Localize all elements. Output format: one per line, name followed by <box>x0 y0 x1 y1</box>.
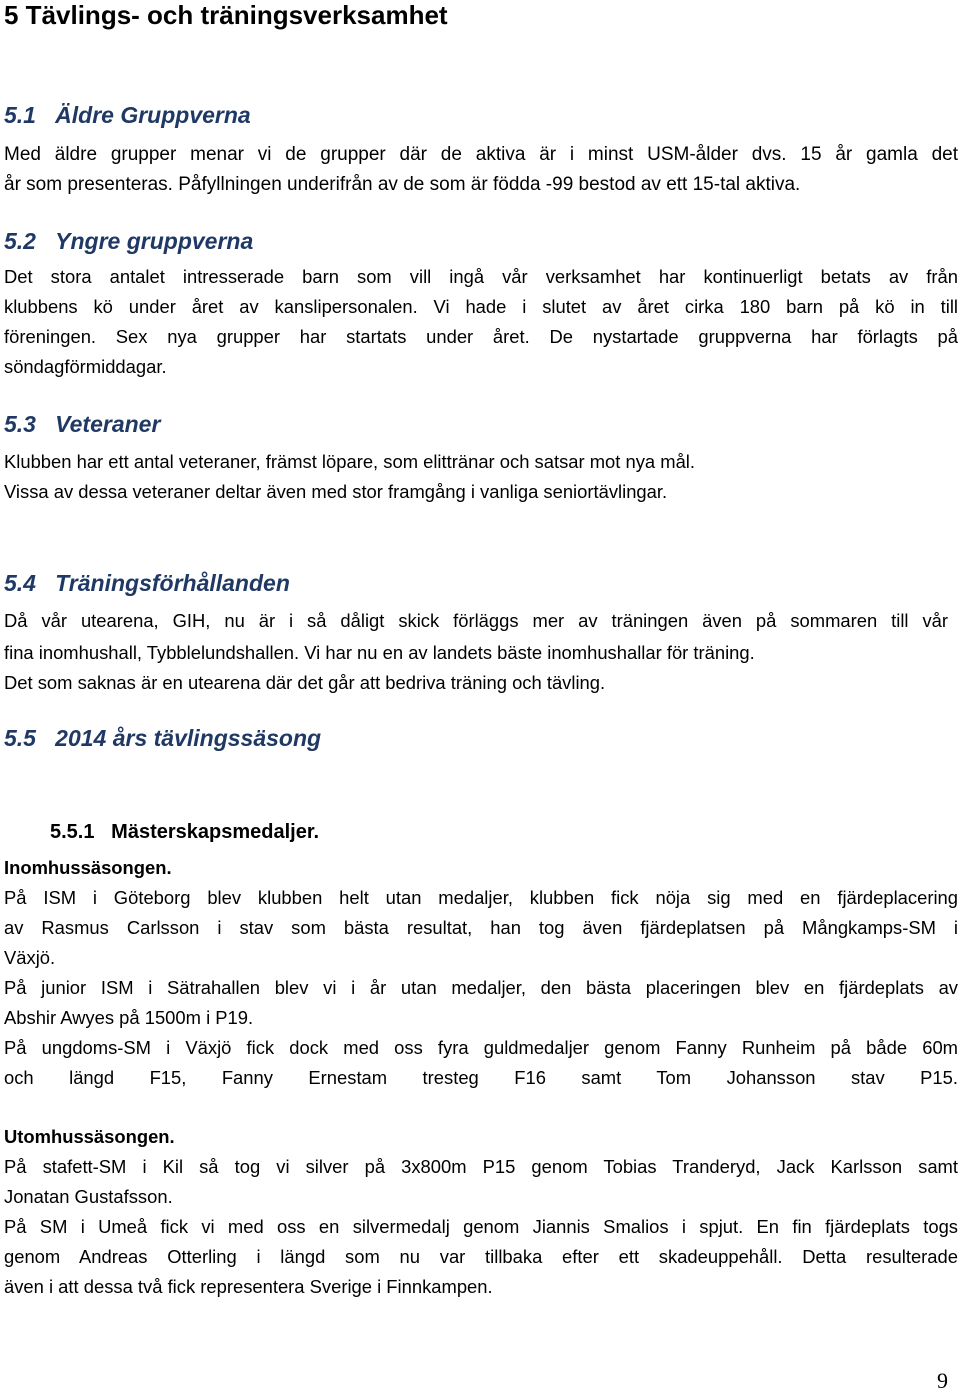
paragraph-line: Klubben har ett antal veteraner, främst löpare, som elittränar och satsar mot nya mål. <box>4 451 696 472</box>
paragraph-line: På stafett-SM i Kil så tog vi silver på 3x800m P15 genom Tobias Tranderyd, Jack Karlsson samt <box>4 1156 958 1177</box>
paragraph-line: På ungdoms-SM i Växjö fick dock med oss fyra guldmedaljer genom Fanny Runheim på både 60m <box>4 1037 958 1058</box>
section-title: Veteraner <box>55 411 161 437</box>
paragraph-line: På junior ISM i Sätrahallen blev vi i år utan medaljer, den bästa placeringen blev en fjärdeplats av <box>4 977 958 998</box>
paragraph-line: genom Andreas Otterling i längd som nu var tillbaka efter ett skadeuppehåll. Detta resulterade <box>4 1246 958 1267</box>
paragraph-line: Det som saknas är en utearena där det går att bedriva träning och tävling. <box>4 672 606 693</box>
section-5-3-heading <box>4 410 160 438</box>
section-title: Mästerskapsmedaljer. <box>111 821 320 843</box>
section-number: 5.5 <box>4 725 36 751</box>
paragraph-line: av Rasmus Carlsson i stav som bästa resultat, han tog även fjärdeplatsen på Mångkamps-SM i <box>4 917 958 938</box>
paragraph-line: år som presenteras. Påfyllningen underifrån av de som är födda -99 bestod av ett 15-tal aktiva. <box>4 174 801 195</box>
paragraph-line: söndagförmiddagar. <box>4 356 167 377</box>
section-number: 5.5.1 <box>50 821 95 843</box>
section-5-4-heading <box>4 569 290 597</box>
section-5-2-heading <box>4 227 253 255</box>
paragraph-line: Växjö. <box>4 947 56 968</box>
section-number: 5.4 <box>4 570 36 596</box>
paragraph-line: Jonatan Gustafsson. <box>4 1186 173 1207</box>
outdoor-season-label: Utomhussäsongen. <box>4 1126 175 1147</box>
paragraph-line: Då vår utearena, GIH, nu är i så dåligt skick förläggs mer av träningen även på sommaren till vår <box>4 610 948 631</box>
paragraph-line: klubbens kö under året av kanslipersonalen. Vi hade i slutet av året cirka 180 barn på kö in till <box>4 296 958 317</box>
paragraph-line: fina inomhushall, Tybblelundshallen. Vi har nu en av landets bäste inomhushallar för träning. <box>4 642 755 663</box>
subsection-5-5-1-heading <box>50 819 319 845</box>
chapter-heading: 5 Tävlings- och träningsverksamhet <box>4 0 448 30</box>
paragraph-line: och längd F15, Fanny Ernestam tresteg F16 samt Tom Johansson stav P15. <box>4 1067 958 1088</box>
section-title: Äldre Gruppverna <box>55 102 251 128</box>
section-title: 2014 års tävlingssäsong <box>55 725 322 751</box>
section-number: 5.3 <box>4 411 36 437</box>
paragraph-line: Vissa av dessa veteraner deltar även med stor framgång i vanliga seniortävlingar. <box>4 481 668 502</box>
paragraph-line: På ISM i Göteborg blev klubben helt utan medaljer, klubben fick nöja sig med en fjärdeplacering <box>4 887 958 908</box>
indoor-season-label: Inomhussäsongen. <box>4 857 172 878</box>
paragraph-line: Med äldre grupper menar vi de grupper där de aktiva är i minst USM-ålder dvs. 15 år gamla det <box>4 144 958 165</box>
section-number: 5.1 <box>4 102 36 128</box>
section-title: Träningsförhållanden <box>55 570 290 596</box>
section-5-1-heading <box>4 101 251 129</box>
paragraph-line: även i att dessa två fick representera Sverige i Finnkampen. <box>4 1276 493 1297</box>
page-number: 9 <box>937 1368 948 1393</box>
paragraph-line: föreningen. Sex nya grupper har startats under året. De nystartade gruppverna har förlagts på <box>4 326 958 347</box>
section-title: Yngre gruppverna <box>55 228 254 254</box>
paragraph-line: Det stora antalet intresserade barn som vill ingå vår verksamhet har kontinuerligt betats av från <box>4 266 958 287</box>
paragraph-line: Abshir Awyes på 1500m i P19. <box>4 1007 254 1028</box>
paragraph-line: På SM i Umeå fick vi med oss en silvermedalj genom Jiannis Smalios i spjut. En fin fjärdeplats togs <box>4 1216 958 1237</box>
section-5-5-heading <box>4 724 321 752</box>
section-number: 5.2 <box>4 228 36 254</box>
